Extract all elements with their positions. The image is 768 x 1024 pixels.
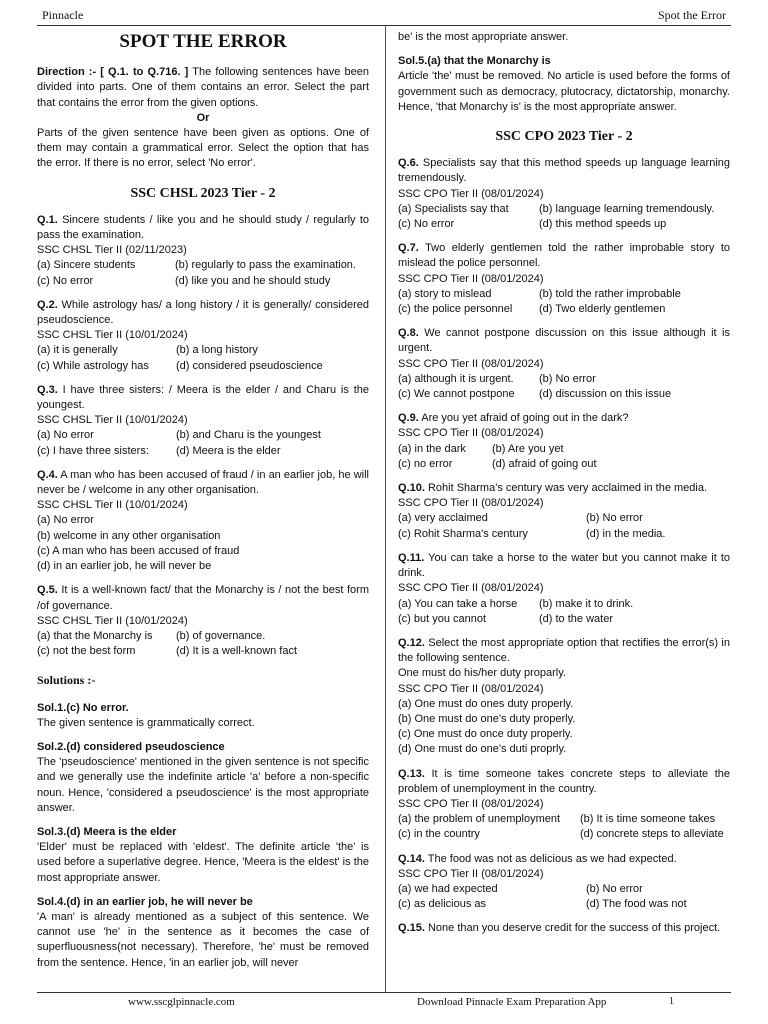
running-header-left: Pinnacle	[42, 8, 84, 22]
question-8	[398, 326, 730, 402]
question-number: Q.7.	[398, 242, 419, 255]
option-d: (d) concrete steps to alleviate	[580, 828, 724, 841]
option-c: (c) While astrology has	[37, 359, 149, 372]
question-text: Rohit Sharma's century was very acclaimed in the media.	[424, 482, 708, 495]
question-source: SSC CHSL Tier II (10/01/2024)	[37, 414, 188, 427]
solution-text: The given sentence is grammatically correct.	[37, 716, 255, 729]
option-c: (c) but you cannot	[398, 612, 487, 625]
option-b: (b) and Charu is the youngest	[176, 429, 321, 442]
question-text: It is time someone takes concrete steps to alleviate the problem of unemployment in the country.	[398, 767, 730, 795]
section-heading-chsl: SSC CHSL 2023 Tier - 2	[130, 185, 276, 201]
question-number: Q.9.	[398, 412, 419, 425]
option-d: (d) in an earlier job, he will never be	[37, 560, 212, 573]
question-number: Q.13.	[398, 767, 425, 780]
option-c: (c) A man who has been accused of fraud	[37, 544, 240, 557]
option-c: (c) no error	[398, 457, 453, 470]
footer-website: www.sscglpinnacle.com	[128, 996, 235, 1008]
question-source: SSC CPO Tier II (08/01/2024)	[398, 187, 544, 200]
solution-2	[37, 740, 369, 816]
question-5	[37, 583, 369, 659]
question-text: None than you deserve credit for the success of this project.	[424, 922, 721, 935]
question-text: While astrology has/ a long history / it is generally/ considered pseudoscience.	[37, 298, 369, 327]
direction-label: Direction :-	[37, 66, 101, 79]
option-b: (b) a long history	[176, 344, 258, 357]
option-a: (a) story to mislead	[398, 287, 492, 300]
question-text: You can take a horse to the water but you cannot make it to drink.	[398, 551, 730, 580]
question-number: Q.4.	[37, 468, 58, 481]
question-text: The food was not as delicious as we had expected.	[424, 852, 677, 865]
option-d: (d) this method speeds up	[539, 218, 667, 231]
solution-5	[398, 54, 730, 115]
question-1	[37, 213, 369, 289]
direction-or: Or	[196, 111, 210, 124]
option-d: (d) in the media.	[586, 527, 666, 540]
option-d: (d) considered pseudoscience	[176, 359, 323, 372]
question-source: SSC CPO Tier II (08/01/2024)	[398, 867, 544, 880]
option-a: (a) No error	[37, 429, 94, 442]
option-d: (d) The food was not	[586, 898, 687, 911]
option-a: (a) One must do ones duty properly.	[398, 697, 574, 710]
option-b: (b) Are you yet	[492, 442, 564, 455]
option-d: (d) discussion on this issue	[539, 388, 672, 401]
option-b: (b) One must do one's duty properly.	[398, 712, 576, 725]
solution-3	[37, 825, 369, 886]
question-source: SSC CPO Tier II (08/01/2024)	[398, 272, 544, 285]
question-source: SSC CPO Tier II (08/01/2024)	[398, 797, 544, 810]
option-c: (c) I have three sisters:	[37, 444, 149, 457]
direction-paragraph	[37, 65, 369, 111]
option-a: (a) the problem of unemployment	[398, 813, 561, 826]
question-text: Two elderly gentlemen told the rather improbable story to mislead the police personnel.	[398, 242, 730, 270]
solution-4-continued: be' is the most appropriate answer.	[398, 31, 569, 43]
solution-heading: Sol.1.(c) No error.	[37, 701, 129, 714]
question-number: Q.5.	[37, 584, 58, 597]
option-d: (d) Meera is the elder	[176, 444, 281, 457]
option-a: (a) Specialists say that	[398, 202, 509, 215]
solution-text: The 'pseudoscience' mentioned in the given sentence is not specific and we generally use the indefinite article 'a' before a non-specific noun. Hence, 'considered a pseudoscience' is the most appropriate answer.	[37, 756, 369, 814]
question-13	[398, 767, 730, 843]
question-text: It is a well-known fact/ that the Monarchy is / not the best form /of governance.	[37, 584, 369, 612]
section-heading-cpo: SSC CPO 2023 Tier - 2	[495, 129, 633, 145]
solution-heading: Sol.2.(d) considered pseudoscience	[37, 740, 225, 753]
question-number: Q.10.	[398, 482, 425, 495]
footer-app-text: Download Pinnacle Exam Preparation App	[417, 996, 607, 1008]
option-a: (a) we had expected	[398, 882, 498, 895]
page-number: 1	[669, 996, 674, 1007]
running-header-right: Spot the Error	[658, 8, 726, 22]
solution-heading: Sol.4.(d) in an earlier job, he will never be	[37, 895, 253, 908]
option-b: (b) welcome in any other organisation	[37, 529, 221, 542]
option-c: (c) One must do once duty properly.	[398, 728, 573, 741]
page-title: SPOT THE ERROR	[119, 31, 287, 52]
option-c: (c) in the country	[398, 828, 480, 841]
question-number: Q.3.	[37, 383, 58, 396]
question-source: SSC CHSL Tier II (10/01/2024)	[37, 499, 188, 512]
question-number: Q.8.	[398, 327, 419, 340]
option-d: (d) to the water	[539, 612, 613, 625]
question-7	[398, 241, 730, 317]
question-14	[398, 852, 730, 913]
option-c: (c) No error	[37, 274, 94, 287]
option-b: (b) told the rather improbable	[539, 287, 681, 300]
option-a: (a) You can take a horse	[398, 597, 518, 610]
question-number: Q.11.	[398, 551, 425, 564]
option-d: (d) afraid of going out	[492, 457, 597, 470]
option-c: (c) not the best form	[37, 645, 136, 658]
footer-rule	[37, 992, 731, 993]
question-number: Q.2.	[37, 298, 58, 311]
question-text: A man who has been accused of fraud / in an earlier job, he will never be / welcome in any other organisation.	[37, 468, 369, 497]
question-text: Are you yet afraid of going out in the dark?	[418, 412, 629, 425]
question-11	[398, 551, 730, 627]
option-a: (a) No error	[37, 514, 94, 527]
option-b: (b) It is time someone takes	[580, 813, 716, 826]
question-source: SSC CPO Tier II (08/01/2024)	[398, 497, 544, 510]
question-15	[398, 921, 730, 936]
header-rule	[37, 25, 731, 26]
option-d: (d) One must do one's duti proprly.	[398, 743, 567, 756]
question-number: Q.12.	[398, 636, 425, 649]
direction-text-2: Parts of the given sentence have been given as options. One of them may contain a grammatical error. Select the option that has the error. If there is no error, select 'No error'.	[37, 127, 369, 170]
question-number: Q.1.	[37, 213, 58, 226]
solution-text: 'Elder' must be replaced with 'eldest'. The definite article 'the' is used before a superlative degree. Hence, 'Meera is the eldest' is the most appropriate answer.	[37, 841, 369, 884]
question-text: Sincere students / like you and he should study / regularly to pass the examination.	[37, 213, 369, 242]
solutions-heading: Solutions :-	[37, 673, 96, 688]
option-c: (c) the police personnel	[398, 303, 513, 316]
option-c: (c) No error	[398, 218, 455, 231]
question-12	[398, 636, 730, 758]
question-number: Q.14.	[398, 852, 425, 865]
option-a: (a) that the Monarchy is	[37, 629, 153, 642]
option-a: (a) very acclaimed	[398, 512, 488, 525]
question-number: Q.6.	[398, 157, 419, 170]
question-9	[398, 411, 730, 472]
solution-1	[37, 701, 369, 731]
option-a: (a) Sincere students	[37, 259, 136, 272]
option-a: (a) although it is urgent.	[398, 372, 514, 385]
option-c: (c) We cannot postpone	[398, 388, 515, 401]
question-source: SSC CHSL Tier II (02/11/2023)	[37, 244, 187, 257]
question-source: SSC CPO Tier II (08/01/2024)	[398, 427, 544, 440]
question-source: SSC CPO Tier II (08/01/2024)	[398, 682, 544, 695]
option-b: (b) regularly to pass the examination.	[175, 259, 356, 272]
question-4	[37, 468, 369, 574]
question-3	[37, 383, 369, 459]
solution-heading: Sol.5.(a) that the Monarchy is	[398, 55, 551, 68]
option-b: (b) No error	[539, 372, 596, 385]
question-10	[398, 481, 730, 542]
option-b: (b) language learning tremendously.	[539, 202, 715, 215]
question-2	[37, 298, 369, 374]
option-c: (c) as delicious as	[398, 898, 487, 911]
option-c: (c) Rohit Sharma's century	[398, 527, 528, 540]
question-source: SSC CPO Tier II (08/01/2024)	[398, 582, 544, 595]
option-a: (a) in the dark	[398, 442, 466, 455]
option-b: (b) of governance.	[176, 629, 266, 642]
solution-heading: Sol.3.(d) Meera is the elder	[37, 825, 177, 838]
column-divider	[385, 25, 386, 992]
question-text: Specialists say that this method speeds up language learning tremendously.	[398, 157, 730, 185]
option-b: (b) make it to drink.	[539, 597, 634, 610]
question-sentence: One must do his/her duty proparly.	[398, 667, 566, 680]
solution-4	[37, 895, 369, 971]
solution-text: Article 'the' must be removed. No article is used before the forms of government such as democracy, plutocracy, dictatorship, monarchy. Hence, 'that Monarchy is' is the most appropriate answer.	[398, 70, 730, 113]
option-b: (b) No error	[586, 512, 643, 525]
solution-text: 'A man' is already mentioned as a subject of this sentence. We cannot use 'he' in the sentence as it becomes the case of superfluousness(not necessary). Therefore, 'he' must be removed from the sentence. Hence, 'in an earlier job, will never	[37, 910, 369, 969]
option-d: (d) It is a well-known fact	[176, 645, 298, 658]
question-source: SSC CHSL Tier II (10/01/2024)	[37, 329, 188, 342]
right-column	[398, 30, 730, 937]
option-d: (d) like you and he should study	[175, 274, 331, 287]
question-text: I have three sisters: / Meera is the elder / and Charu is the youngest.	[37, 383, 369, 412]
direction-range: [ Q.1. to Q.716. ]	[100, 66, 189, 79]
question-text: We cannot postpone discussion on this issue although it is urgent.	[398, 327, 730, 355]
question-number: Q.15.	[398, 922, 425, 935]
option-b: (b) No error	[586, 882, 643, 895]
left-column	[37, 32, 369, 971]
question-text: Select the most appropriate option that rectifies the error(s) in the following sentence.	[398, 636, 730, 665]
option-a: (a) it is generally	[37, 344, 118, 357]
option-d: (d) Two elderly gentlemen	[539, 303, 666, 316]
question-source: SSC CPO Tier II (08/01/2024)	[398, 357, 544, 370]
question-6	[398, 156, 730, 232]
direction-text: The following sentences have been divided into parts. One of them contains an error. Select the part that contains the error from the given options.	[37, 66, 369, 109]
question-source: SSC CHSL Tier II (10/01/2024)	[37, 614, 188, 627]
